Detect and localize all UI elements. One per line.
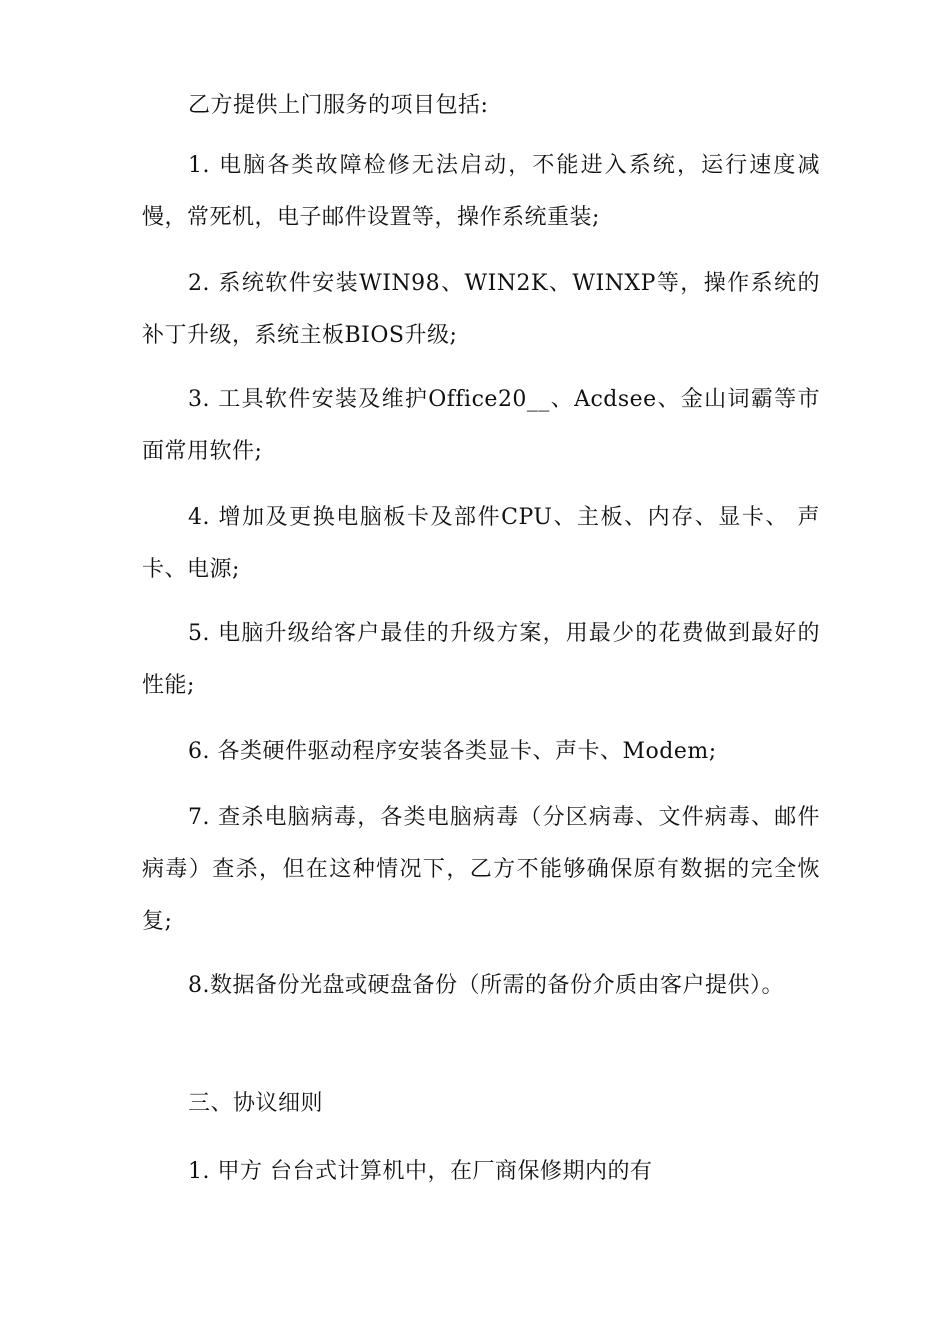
service-item-2: 2. 系统软件安装WIN98、WIN2K、WINXP等，操作系统的补丁升级，系统主板BIOS升级;	[142, 271, 820, 348]
intro-paragraph: 乙方提供上门服务的项目包括:	[188, 93, 489, 118]
service-item-1: 1. 电脑各类故障检修无法启动，不能进入系统，运行速度减慢，常死机，电子邮件设置等，操作系统重装;	[142, 153, 820, 230]
service-item-7: 7. 查杀电脑病毒，各类电脑病毒（分区病毒、文件病毒、邮件病毒）查杀，但在这种情况下，乙方不能够确保原有数据的完全恢复;	[142, 805, 820, 934]
section-item-1: 1. 甲方 台台式计算机中，在厂商保修期内的有	[188, 1159, 653, 1184]
service-item-6: 6. 各类硬件驱动程序安装各类显卡、声卡、Modem;	[188, 739, 717, 764]
service-item-5: 5. 电脑升级给客户最佳的升级方案，用最少的花费做到最好的性能;	[142, 621, 820, 698]
service-item-3: 3. 工具软件安装及维护Office20__、Acdsee、金山词霸等市面常用软件;	[142, 387, 820, 464]
section-heading: 三、协议细则	[188, 1091, 324, 1116]
service-item-4: 4. 增加及更换电脑板卡及部件CPU、主板、内存、显卡、 声卡、电源;	[142, 505, 820, 582]
service-item-8: 8.数据备份光盘或硬盘备份（所需的备份介质由客户提供）。	[188, 973, 784, 998]
